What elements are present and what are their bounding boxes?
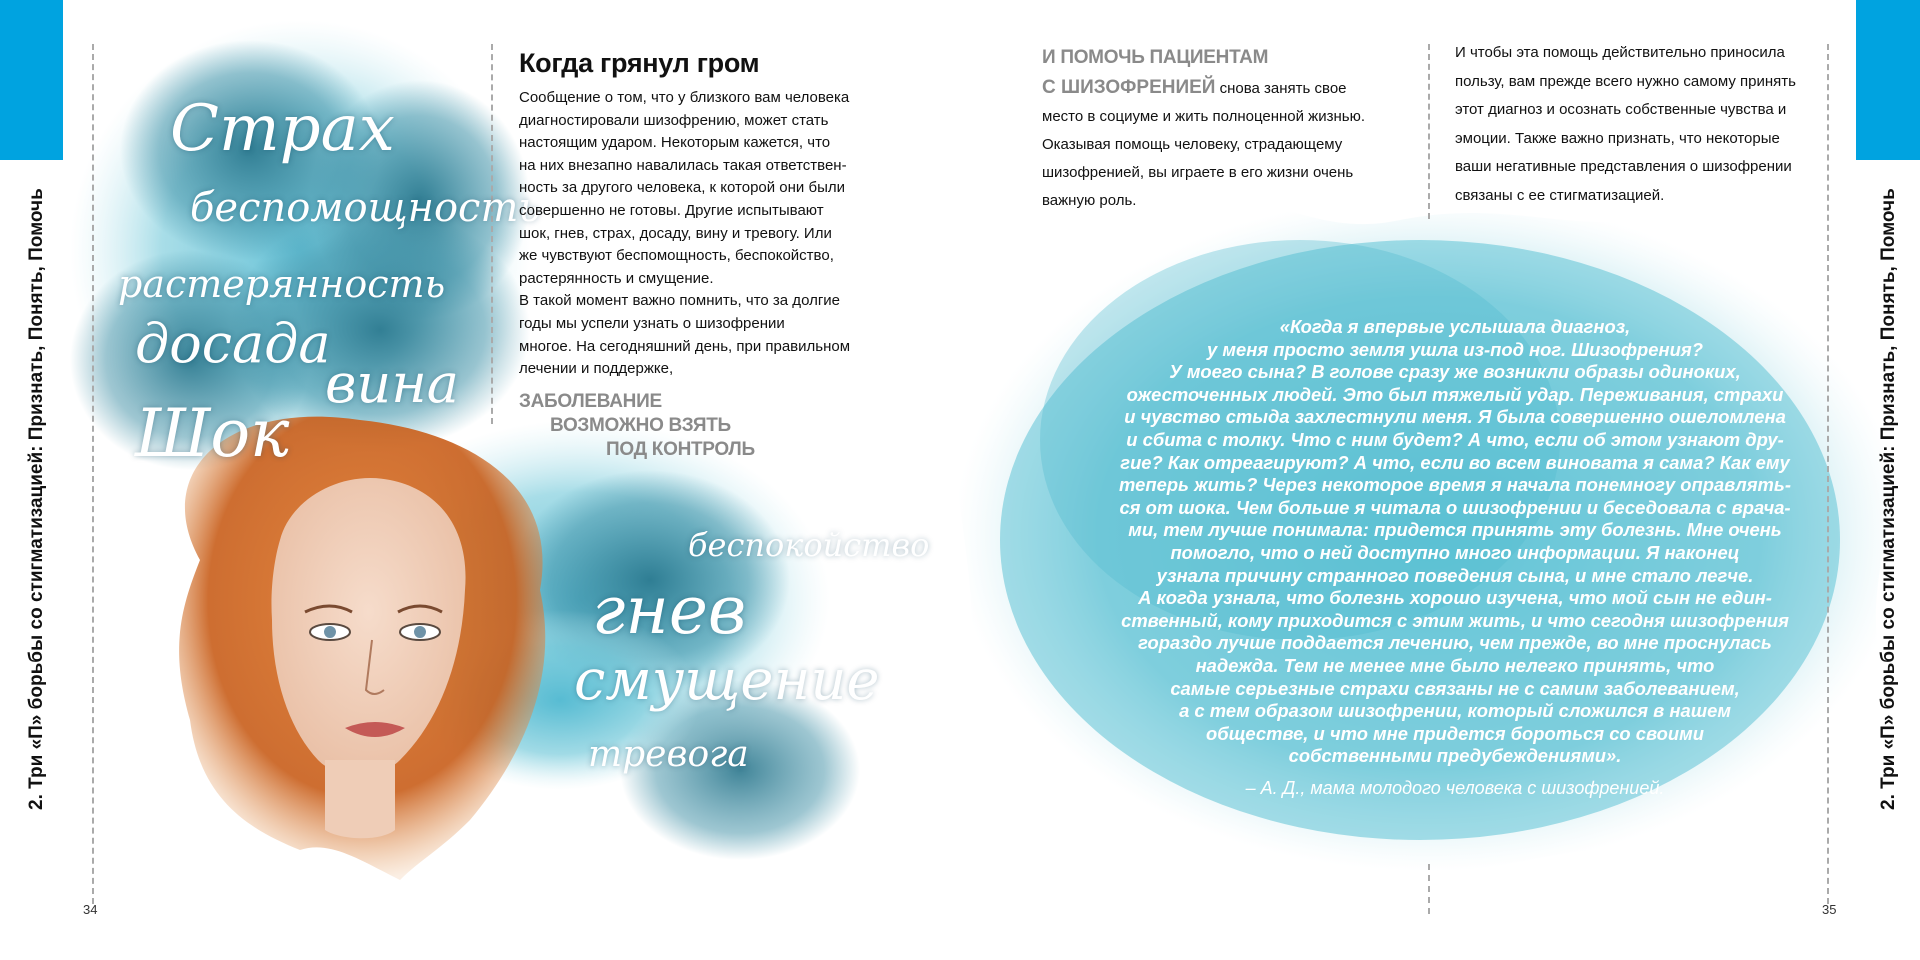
page-number-left: 34 <box>83 902 98 917</box>
right-column-2: И чтобы эта помощь действительно приносила пользу, вам прежде всего нужно самому принять этот диагноз и осознать собственные чувства и эмоции. Также важно признать, что некоторые ваши негативные представления о шизофрении связаны с ее стигматизацией. <box>1455 44 1796 204</box>
quote-attribution: – А. Д., мама молодого человека с шизофренией. <box>1245 778 1665 798</box>
callout-line: ЗАБОЛЕВАНИЕ <box>519 391 662 412</box>
emotion-word: вина <box>325 352 459 415</box>
callout-line: И ПОМОЧЬ ПАЦИЕНТАМ <box>1042 47 1269 68</box>
page-number-right: 35 <box>1822 902 1837 917</box>
chapter-tab-left <box>0 0 63 160</box>
article-title: Когда грянул гром <box>519 48 760 78</box>
callout-line: ВОЗМОЖНО ВЗЯТЬ <box>550 415 731 436</box>
emotion-word: гнев <box>592 572 747 649</box>
guide-line <box>92 44 94 904</box>
emotion-word: беспомощность <box>190 185 541 231</box>
guide-line <box>1428 44 1430 219</box>
emotion-word: Страх <box>170 92 395 166</box>
callout-line: ПОД КОНТРОЛЬ <box>606 439 755 460</box>
guide-line <box>491 44 493 424</box>
article-body: Сообщение о том, что у близкого вам человека диагностировали шизофрению, может стать настоящим ударом. Некоторым кажется, что на них внезапно навалилась такая ответствен- ность за другого человека, к которой они были совершенно не готовы. Другие испытывают шок, гнев, страх, досаду, вину и тревогу. Или же чувствуют беспомощность, беспокойство, растерянность и смущение. В такой момент важно помнить, что за долгие годы мы успели узнать о шизофрении многое. На сегодняшний день, при правильном лечении и поддержке, <box>519 89 851 378</box>
chapter-label-left: 2. Три «П» борьбы со стигматизацией: Признать, Понять, Помочь <box>26 188 47 810</box>
right-column-1: С ШИЗОФРЕНИЕЙ снова занять свое место в социуме и жить полноценной жизнью. Оказывая помощь человеку, страдающему шизофренией, вы играете в его жизни очень важную роль. <box>1042 77 1365 209</box>
emotion-word: растерянность <box>118 262 446 306</box>
emotion-word: Шок <box>135 395 290 472</box>
chapter-label-right: 2. Три «П» борьбы со стигматизацией: Признать, Понять, Помочь <box>1878 188 1899 810</box>
emotion-word: досада <box>135 312 331 375</box>
emotion-word: смущение <box>574 648 880 713</box>
emotion-word: тревога <box>588 734 749 775</box>
callout-inline: С ШИЗОФРЕНИЕЙ <box>1042 77 1216 98</box>
guide-line <box>1428 864 1430 914</box>
emotion-word: беспокойство <box>688 526 930 564</box>
patient-quote: «Когда я впервые услышала диагноз, у меня просто земля ушла из-под ног. Шизофрения? У моего сына? В голове сразу же возникли образы одиноких, ожесточенных людей. Это был тяжелый удар. Переживания, страхи и чувство стыда захлестнули меня. Я была совершенно ошеломлена и сбита с толку. Что с ним будет? А что, если об этом узнают дру- гие? Как отреагируют? А что, если во всем виновата я сама? Как ему теперь жить? Через некоторое время я начала понемногу оправлять- ся от шока. Чем больше я читала о шизофрении и беседовала с врача- ми, тем лучше понимала: придется принять эту болезнь. Мне очень помогло, что о ней доступно много информации. Я наконец узнала причину странного поведения сына, и мне стало легче. А когда узнала, что болезнь хорошо изучена, что мой сын не един- ственный, кому приходится с этим жить, и что сегодня шизофрения гораздо лучше поддается лечению, чем прежде, во мне проснулась надежда. Тем не менее мне было нелегко принять, что самые серьезные страхи связаны не с самим заболеванием, а с тем образом шизофрении, который сложился в нашем обществе, и что мне придется бороться со своими собственными предубеждениями». <box>1119 316 1791 767</box>
chapter-tab-right <box>1856 0 1920 160</box>
